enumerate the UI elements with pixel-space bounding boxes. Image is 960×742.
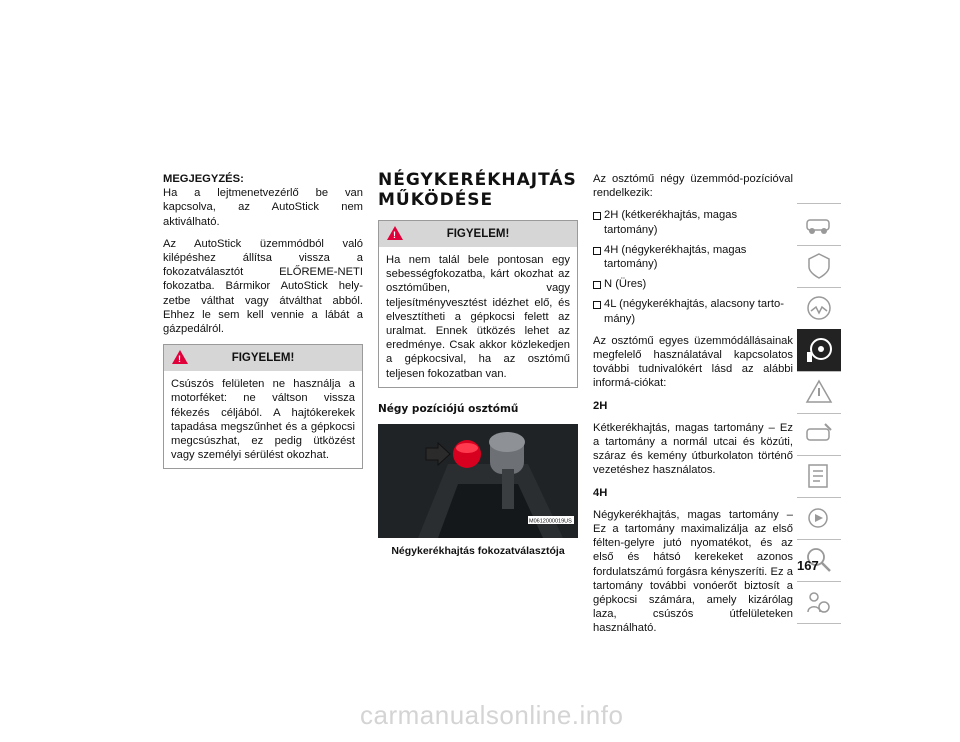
- service-icon[interactable]: [797, 413, 841, 455]
- warning-text: Ha nem talál bele pontosan egy sebességfokozatba, kárt okozhat az osztóműben, vagy teljesítményvesztést idézhet elő, és elvesztítheti a gépkocsi felett az uralmat. Ennek ütközés lehet az eredménye. Csak akkor közlekedjen a gépkocsival, ha az osztómű teljesen fokozatban van.: [386, 254, 570, 380]
- section-heading: NÉGYKERÉKHAJTÁS MŰKÖDÉSE: [378, 170, 577, 210]
- image-caption: Négykerékhajtás fokozatválasztója: [391, 545, 565, 558]
- warning-title: FIGYELEM!: [231, 352, 295, 365]
- image-code: M0612000019US: [529, 518, 572, 525]
- note-text: Ha a lejtmenetvezérlő be van kapcsolva, az AutoStick nem aktiválható.: [163, 187, 363, 228]
- warning-title: FIGYELEM!: [446, 228, 510, 240]
- warning-text: Csúszós felületen ne használja a motorféket: ne váltson vissza fékezés céljából. A hajtókerekek tapadása megszűnhet és a gépkocsi megcsúszhat, ez pedig ütközést vagy személyi sérülést okozhat.: [171, 378, 355, 462]
- section-4h-title: 4H: [593, 486, 608, 499]
- transfer-case-lever-photo: [378, 424, 578, 538]
- middle-column: [378, 170, 578, 558]
- emergency-icon[interactable]: [797, 371, 841, 413]
- car-info-icon[interactable]: [797, 203, 841, 245]
- warning-header: [379, 221, 577, 247]
- list-item: N (Üres): [593, 277, 793, 291]
- tabs-bottom-divider: [797, 623, 841, 625]
- section-2h-text: Kétkerékhajtás, magas tartomány – Ez a tartomány a normál utcai és közúti, száraz és kemény útburkolaton történő vezetéshez használatos.: [593, 421, 793, 477]
- autostick-paragraph: Az AutoStick üzemmódból való kilépéshez állítsa vissza a fokozatválasztót ELŐREME-NETI fokozatba. Bármikor AutoStick hely-zetbe válthat vagy átválthat abból. Ehhez le sem kell vennie a lábát a gázpedálról.: [163, 237, 363, 336]
- warning-box: [163, 344, 363, 469]
- safety-icon[interactable]: [797, 245, 841, 287]
- right-column: [593, 172, 793, 644]
- starting-driving-icon[interactable]: [797, 287, 841, 329]
- modes-paragraph: Az osztómű egyes üzemmódállásainak megfelelő használatával kapcsolatos további tudnivalókért lásd az alábbi informá-ciókat:: [593, 334, 793, 390]
- multimedia-icon[interactable]: [797, 497, 841, 539]
- shifter-illustration: [378, 424, 578, 538]
- section-2h-title: 2H: [593, 399, 608, 412]
- warning-box: [378, 220, 578, 388]
- warning-header: [164, 345, 362, 371]
- left-column: [163, 172, 363, 477]
- section-4h-text: Négykerékhajtás, magas tartomány – Ez a tartomány maximalizálja az első félten-gelyre jutó nyomatékot, és az első és hátsó kerekeket azonos fordulatszámú forgásra kényszeríti. Ez a tartomány további vonóerőt biztosít a gépkocsi számára, amely kizárólag laza, csúszós útfelületeken használható.: [593, 508, 793, 635]
- shifter-tab-active-icon[interactable]: [797, 329, 841, 371]
- page-number: 167: [797, 558, 819, 573]
- list-item: 2H (kétkerékhajtás, magas tartomány): [593, 208, 793, 236]
- customer-assistance-icon[interactable]: [797, 581, 841, 623]
- subheading: Négy pozíciójú osztómű: [378, 402, 519, 415]
- watermark: carmanualsonline.info: [360, 700, 624, 730]
- list-item: 4L (négykerékhajtás, alacsony tarto-mány): [593, 297, 793, 325]
- warning-triangle-icon: [387, 226, 403, 240]
- warning-triangle-icon: [172, 350, 188, 364]
- list-item: 4H (négykerékhajtás, magas tartomány): [593, 243, 793, 271]
- modes-list: [593, 208, 793, 325]
- note-title: MEGJEGYZÉS:: [163, 173, 244, 185]
- specifications-icon[interactable]: [797, 455, 841, 497]
- modes-intro: Az osztómű négy üzemmód-pozícióval rendelkezik:: [593, 173, 793, 200]
